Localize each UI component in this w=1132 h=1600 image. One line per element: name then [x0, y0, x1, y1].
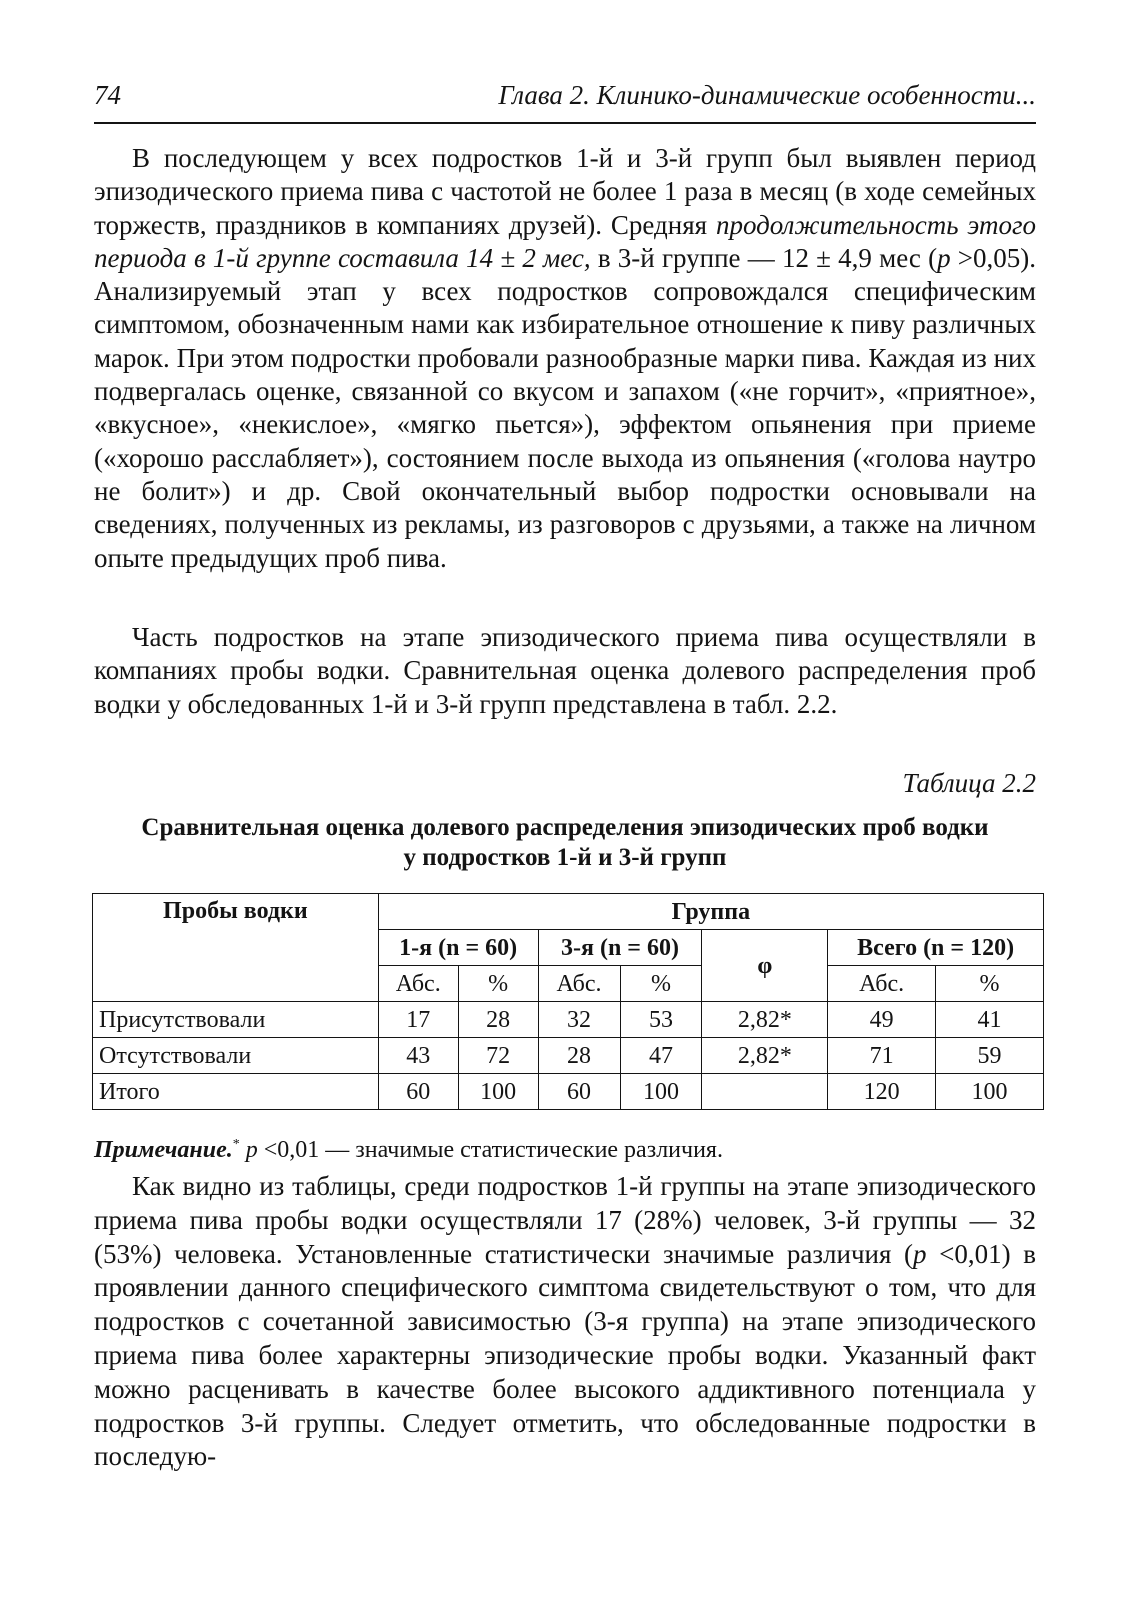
subheader-g3-abs: Абс. [538, 966, 620, 1002]
cell-phi [702, 1074, 828, 1110]
data-table [92, 893, 1044, 1110]
paragraph-1-italic: продолжительность этого периода в 1-й группе составила 14 ± 2 мес, [94, 209, 1036, 273]
subheader-g1-pct: % [458, 966, 538, 1002]
header-group-3: 3-я (n = 60) [538, 930, 702, 966]
paragraph-3-text-b: <0,01) в проявлении данного специфического симптома свидетельствуют о том, что для подростков с сочетанной зависимостью (3-я группа) на этапе эпизодического приема пива более характерны эпизодические пробы водки. Указанный факт можно расценивать в качестве более высокого аддиктивного потенциала у подростков 3-й группы. Следует отметить, что обследованные подростки в последую- [94, 1238, 1036, 1472]
cell-g3-pct: 100 [620, 1074, 702, 1110]
note-p-variable: p [245, 1137, 258, 1163]
header-group-1: 1-я (n = 60) [378, 930, 538, 966]
table-title-line-2: у подростков 1-й и 3-й групп [403, 844, 727, 871]
paragraph-1-text-d: >0,05). Анализируемый этап у всех подростков сопровождался специфическим симптомом, обозначенным нами как избирательное отношение к пиву различных марок. При этом подростки пробовали разнообразные марки пива. Каждая из них подвергалась оценке, связанной со вкусом и запахом («не горчит», «приятное», «вкусное», «некислое», «мягко пьется»), эффектом опьянения при приеме («хорошо расслабляет»), состоянием после выхода из опьянения («голова наутро не болит») и др. Свой окончательный выбор подростки основывали на сведениях, полученных из рекламы, из разговоров с друзьями, а также на личном опыте предыдущих проб пива. [94, 242, 1036, 573]
subheader-total-abs: Абс. [828, 966, 936, 1002]
cell-total-abs: 71 [828, 1038, 936, 1074]
paragraph-3-text-a: Как видно из таблицы, среди подростков 1-й группы на этапе эпизодического приема пива пробы водки осуществляли 17 (28%) человек, 3-й группы — 32 (53%) человека. Установленные статистически значимые различия ( [94, 1171, 1036, 1269]
page-number: 74 [94, 80, 121, 110]
note-text: <0,01 — значимые статистические различия. [257, 1137, 723, 1163]
page-header [94, 78, 1036, 118]
table-title [94, 813, 1036, 873]
row-label: Итого [93, 1074, 379, 1110]
cell-total-pct: 59 [936, 1038, 1044, 1074]
paragraph-2 [94, 621, 1036, 721]
row-label: Присутствовали [93, 1002, 379, 1038]
cell-g3-pct: 47 [620, 1038, 702, 1074]
cell-total-abs: 49 [828, 1002, 936, 1038]
paragraph-1 [94, 142, 1036, 575]
paragraph-3 [94, 1170, 1036, 1474]
cell-g1-pct: 100 [458, 1074, 538, 1110]
note-star: * [232, 1137, 240, 1152]
running-title: Глава 2. Клинико-динамические особенности... [498, 80, 1036, 110]
cell-g3-abs: 28 [538, 1038, 620, 1074]
cell-phi: 2,82* [702, 1002, 828, 1038]
subheader-g1-abs: Абс. [378, 966, 458, 1002]
cell-total-pct: 100 [936, 1074, 1044, 1110]
table-row [93, 1002, 1044, 1038]
paragraph-1-p-variable: p [937, 242, 951, 273]
paragraph-3-p-variable: p [913, 1238, 927, 1269]
header-rowlabel: Пробы водки [93, 894, 379, 1002]
subheader-g3-pct: % [620, 966, 702, 1002]
table-label: Таблица 2.2 [902, 768, 1036, 798]
table-note [94, 1130, 723, 1165]
subheader-total-pct: % [936, 966, 1044, 1002]
table-row [93, 1038, 1044, 1074]
header-group: Группа [378, 894, 1043, 930]
cell-g1-pct: 28 [458, 1002, 538, 1038]
paragraph-1-text-c: в 3-й группе — 12 ± 4,9 мес ( [590, 242, 938, 273]
row-label: Отсутствовали [93, 1038, 379, 1074]
table-title-line-1: Сравнительная оценка долевого распределения эпизодических проб водки [141, 814, 989, 841]
cell-g3-abs: 60 [538, 1074, 620, 1110]
paragraph-2-text: Часть подростков на этапе эпизодического приема пива осуществляли в компаниях пробы водки. Сравнительная оценка долевого распределения проб водки у обследованных 1-й и 3-й групп представлена в табл. 2.2. [94, 622, 1036, 719]
cell-g1-abs: 43 [378, 1038, 458, 1074]
paragraph-1-text-a: В последующем у всех подростков 1-й и 3-й групп был выявлен период эпизодического приема пива с частотой не более 1 раза в месяц (в ходе семейных торжеств, праздников в компаниях друзей). Средняя [94, 143, 1036, 240]
header-rule [94, 122, 1036, 124]
table-row [93, 1074, 1044, 1110]
cell-g3-abs: 32 [538, 1002, 620, 1038]
cell-phi: 2,82* [702, 1038, 828, 1074]
header-phi: φ [702, 930, 828, 1002]
cell-g3-pct: 53 [620, 1002, 702, 1038]
cell-g1-abs: 60 [378, 1074, 458, 1110]
cell-g1-pct: 72 [458, 1038, 538, 1074]
cell-total-pct: 41 [936, 1002, 1044, 1038]
cell-g1-abs: 17 [378, 1002, 458, 1038]
header-total: Всего (n = 120) [828, 930, 1044, 966]
note-label: Примечание. [94, 1137, 233, 1163]
cell-total-abs: 120 [828, 1074, 936, 1110]
